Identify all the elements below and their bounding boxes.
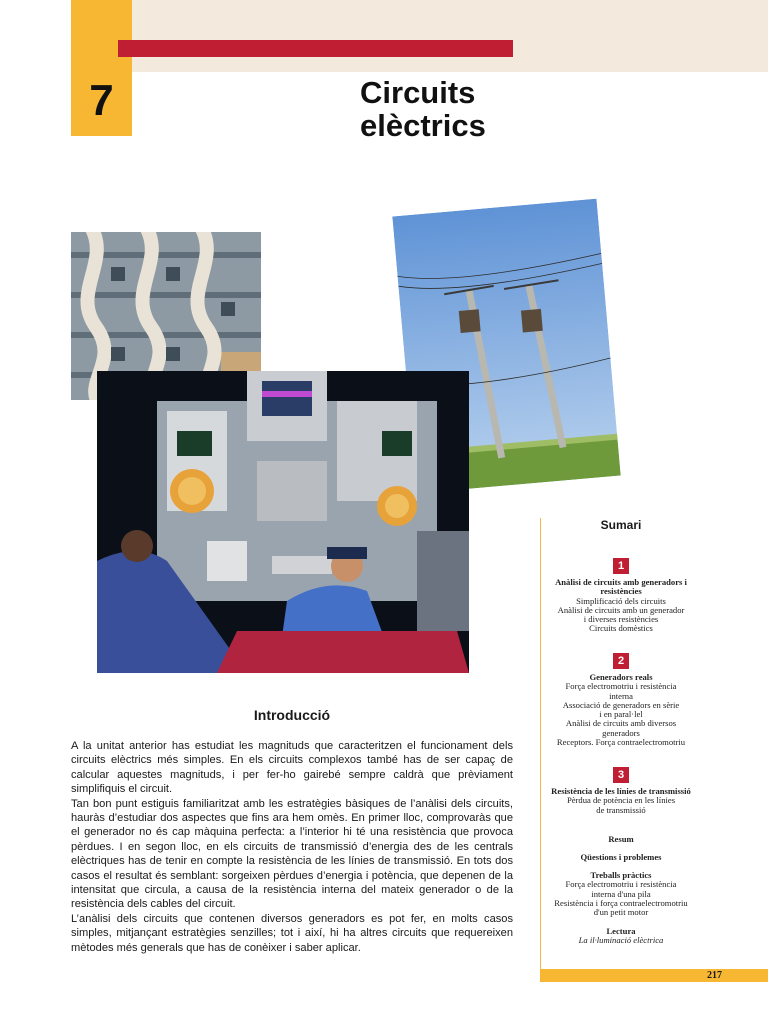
section-item: d'un petit motor (593, 907, 649, 918)
summary-panel (540, 518, 768, 970)
chapter-number: 7 (89, 76, 114, 125)
introduction-paragraph: L’anàlisi dels circuits que contenen diversos generadors es pot fer, en molts casos simples, mitjançant estratègies senzilles; tot i així, hi ha altres circuits que requereixen mètodes més generals que has de conèixer i saber aplicar. (71, 912, 513, 954)
chapter-title-line2: elèctrics (360, 108, 486, 143)
introduction-heading: Introducció (253, 707, 331, 723)
section-item: Circuits domèstics (589, 623, 653, 634)
section-item: Pèrdua de potència en les línies (566, 795, 676, 806)
section-number-badge: 3 (613, 767, 629, 783)
section-item: interna (609, 690, 633, 701)
section-item: Simplificació dels circuits (576, 595, 666, 606)
section-item: Força electromotriu i resistència (565, 681, 677, 692)
introduction-paragraph: Tan bon punt estiguis familiaritzat amb les estratègies bàsiques de l’anàlisi dels circuits, hauràs d’estudiar dos aspectes que fins ara hem omès. En primer lloc, comprovaràs que el generador no és cap màquina perfecta: a l’interior hi té una resistència que provoca pèrdues. I en segon lloc, en els circuits de transmissió d’energia des de les centrals elèctriques has de tenir en compte la resistència de les línies de transmissió. En tots dos casos el resultat és semblant: sorgeixen pèrdues d’energia i potència, que depenen de la intensitat que circula, a causa de la resistència interna del mateix generador o de la resistència dels cables del circuit. (71, 797, 513, 911)
section-item: i diverses resistències (583, 614, 659, 625)
summary-section-2 (541, 653, 701, 747)
section-heading: Anàlisi de circuits amb generadors i resistències (555, 577, 687, 597)
control-room-photo (97, 371, 469, 673)
section-item: Anàlisi de circuits amb un generador (557, 604, 685, 615)
summary-resum: Resum (608, 834, 634, 844)
summary-section-1 (541, 558, 701, 634)
section-item: Força electromotriu i resistència (565, 879, 677, 890)
chapter-tab (71, 0, 132, 136)
section-heading: Generadors reals (589, 672, 653, 682)
summary-practical-work (541, 871, 701, 917)
page-number-bar (540, 969, 768, 982)
summary-section-3 (541, 767, 701, 815)
section-heading: Lectura (606, 926, 636, 936)
page-number: 217 (707, 970, 722, 981)
section-item: interna d'una pila (591, 888, 651, 899)
top-band (132, 0, 768, 72)
section-heading: Treballs pràctics (590, 870, 652, 880)
section-number-badge: 2 (613, 653, 629, 669)
section-number-badge: 1 (613, 558, 629, 574)
section-item: generadors (602, 727, 640, 738)
summary-title: Sumari (600, 518, 642, 532)
section-item: de transmissió (596, 804, 646, 815)
section-item: Resistència i força contraelectromotriu (554, 897, 688, 908)
summary-questions: Qüestions i problemes (580, 852, 662, 862)
summary-reading (541, 927, 701, 946)
introduction-body (71, 739, 513, 955)
introduction-paragraph: A la unitat anterior has estudiat les magnituds que caracteritzen el funcionament dels circuits elèctrics més simples. En els circuits complexos també has de ser capaç de calcular aquestes magnituds, i per fer-ho gairebé sempre caldrà que prèviament simplifiquis el circuit. (71, 740, 513, 796)
section-item: Associació de generadors en sèrie (562, 699, 680, 710)
section-heading: Resistència de les línies de transmissió (551, 786, 691, 796)
chapter-title-line1: Circuits (360, 75, 476, 110)
section-item: Receptors. Força contraelectromotriu (556, 737, 686, 748)
section-item: Anàlisi de circuits amb diversos (565, 718, 677, 729)
chapter-title (360, 76, 486, 142)
section-item: La il·luminació elèctrica (578, 935, 664, 946)
section-item: i en paral·lel (599, 709, 643, 720)
red-header-bar (118, 40, 513, 57)
